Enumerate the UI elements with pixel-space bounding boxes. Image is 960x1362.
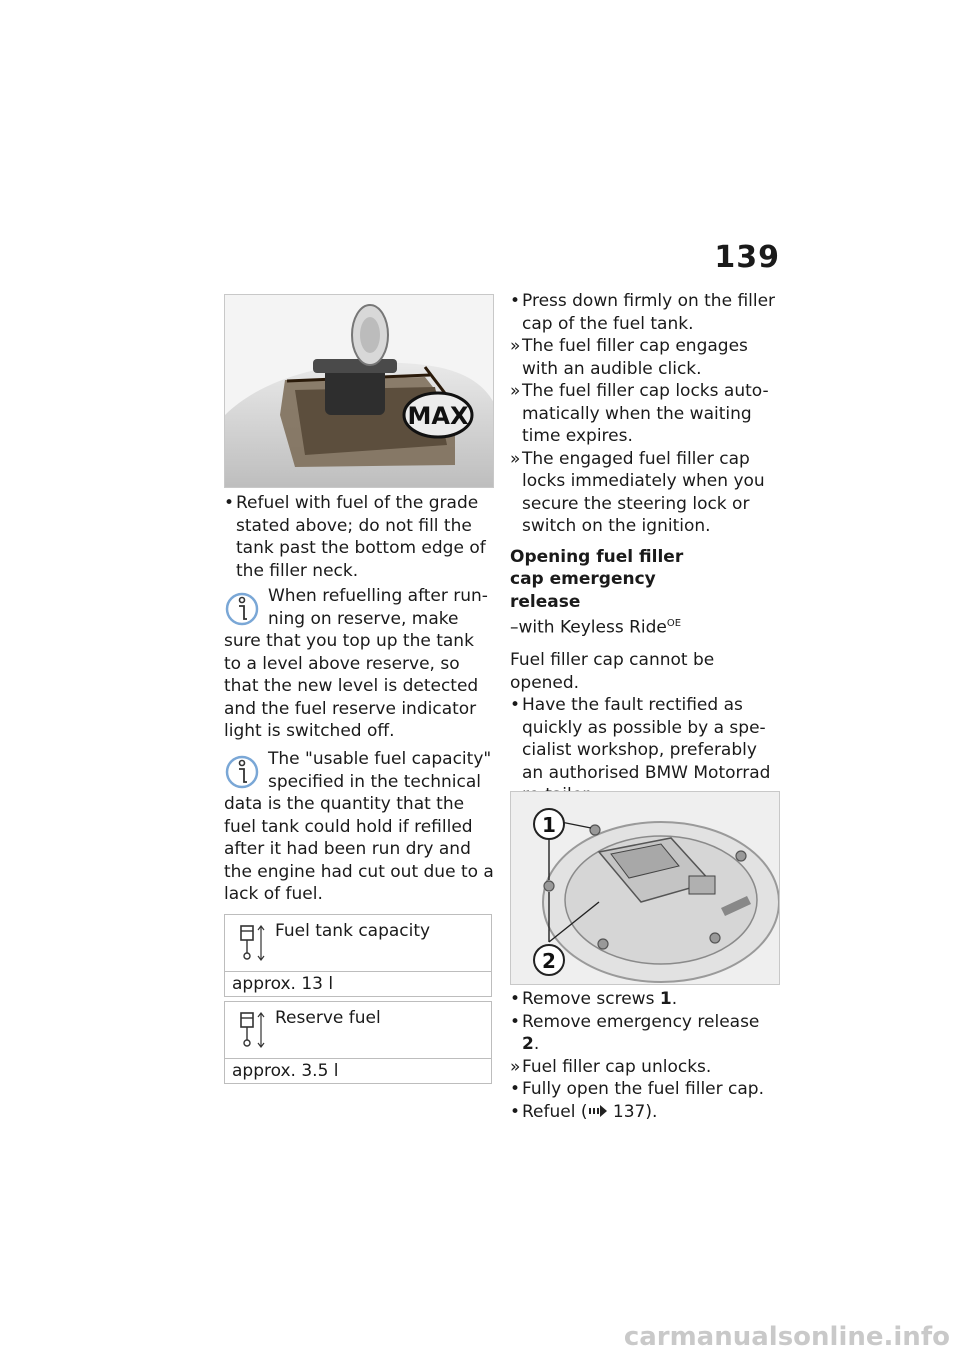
list-item xyxy=(510,1101,782,1124)
bullet-mark: • xyxy=(510,1101,521,1122)
ref-number: 1 xyxy=(659,989,672,1009)
emergency-release-steps xyxy=(510,988,782,1123)
list-item xyxy=(510,335,782,380)
refuel-text: Refuel with fuel of the grade stated above; do not fill the tank past the bottom edge of the filler neck. xyxy=(236,493,486,581)
fuel-tank-figure xyxy=(224,294,494,488)
fuel-filler-neck-illustration xyxy=(225,295,494,488)
spec-label: Reserve fuel xyxy=(275,1008,381,1028)
list-item-text: Refuel ( xyxy=(522,1101,588,1122)
spec-value: approx. 3.5 l xyxy=(232,1061,339,1081)
note-usable-capacity: data is the quantity that the fuel tank could hold if refilled after it had been run dry and the engine had cut out due to a lack of fuel. xyxy=(224,794,494,904)
page-number: 139 xyxy=(714,240,780,275)
bullet-mark: • xyxy=(510,695,521,716)
list-item xyxy=(510,1056,782,1079)
list-item-text: Fuel filler cap unlocks. xyxy=(522,1056,712,1077)
bullet-mark: • xyxy=(510,989,521,1009)
list-item xyxy=(510,448,782,538)
spec-reserve-fuel xyxy=(224,1001,492,1084)
list-item-after: . xyxy=(671,989,678,1009)
max-label: MAX xyxy=(407,402,469,430)
ref-number: 2 xyxy=(522,1034,534,1054)
page-reference-arrow-icon[interactable] xyxy=(588,1104,608,1118)
spec-label: Fuel tank capacity xyxy=(275,921,431,941)
callout-1: 1 xyxy=(542,813,556,837)
page-reference[interactable]: 137). xyxy=(607,1101,658,1122)
result-mark: » xyxy=(510,448,521,469)
filler-cap-illustration xyxy=(511,792,780,985)
result-mark: » xyxy=(510,336,521,356)
bullet-mark: • xyxy=(510,1011,521,1032)
list-item xyxy=(510,1078,782,1101)
problem-text: Fuel filler cap cannot be opened. xyxy=(510,650,715,693)
bullet-mark: • xyxy=(510,1079,521,1099)
list-item-after: . xyxy=(533,1034,540,1054)
spec-value: approx. 13 l xyxy=(232,974,334,994)
list-item-text: Fully open the fuel filler cap. xyxy=(522,1079,764,1099)
spec-fuel-tank-capacity xyxy=(224,914,492,997)
filler-cap-figure xyxy=(510,791,780,985)
note-refuel-reserve-first: When refuelling after run-ning on reserve, make xyxy=(268,586,488,629)
bullet-mark: • xyxy=(510,291,521,311)
list-item-text: The fuel filler cap engages with an audible click. xyxy=(522,336,748,379)
list-item-text: Remove screws xyxy=(522,989,660,1009)
fuel-gauge-icon xyxy=(237,921,267,963)
section-subheading xyxy=(510,613,782,639)
list-item-text: Press down firmly on the filler cap of the fuel tank. xyxy=(522,291,776,334)
info-icon xyxy=(224,752,260,792)
note-usable-capacity-first: The "usable fuel capacity" specified in the technical xyxy=(268,749,492,792)
bullet-mark: • xyxy=(224,493,235,513)
list-item-text: The engaged fuel filler cap locks immediately when you secure the steering lock or switch on the ignition. xyxy=(522,448,765,536)
watermark: carmanualsonline.info xyxy=(623,1322,950,1352)
callout-2: 2 xyxy=(542,949,556,973)
fix-text: Have the fault rectified as quickly as possible by a spe-cialist workshop, preferably an authorised BMW Motorrad xyxy=(522,695,771,783)
list-item xyxy=(510,988,782,1011)
fuel-gauge-icon xyxy=(237,1008,267,1050)
spec-header xyxy=(225,915,491,972)
subheading-text: –with Keyless Ride xyxy=(510,617,667,638)
list-item-text: The fuel filler cap locks auto-matically when the waiting time expires. xyxy=(522,381,769,446)
filler-cap-steps xyxy=(510,290,782,807)
option-sup: OE xyxy=(666,618,682,629)
result-mark: » xyxy=(510,381,521,401)
list-item-text: Remove emergency release xyxy=(522,1011,760,1032)
list-item xyxy=(510,290,782,335)
section-heading: Opening fuel filler cap emergency release xyxy=(510,546,684,612)
list-item xyxy=(510,380,782,448)
spec-header xyxy=(225,1002,491,1059)
info-icon xyxy=(224,589,260,629)
list-item xyxy=(510,1011,782,1056)
result-mark: » xyxy=(510,1056,521,1077)
note-refuel-reserve: sure that you top up the tank to a level above reserve, so that the new level is detected and the fuel reserve indicator light is switched off. xyxy=(224,631,479,741)
refuel-bullet xyxy=(224,492,506,582)
list-item xyxy=(510,694,782,807)
